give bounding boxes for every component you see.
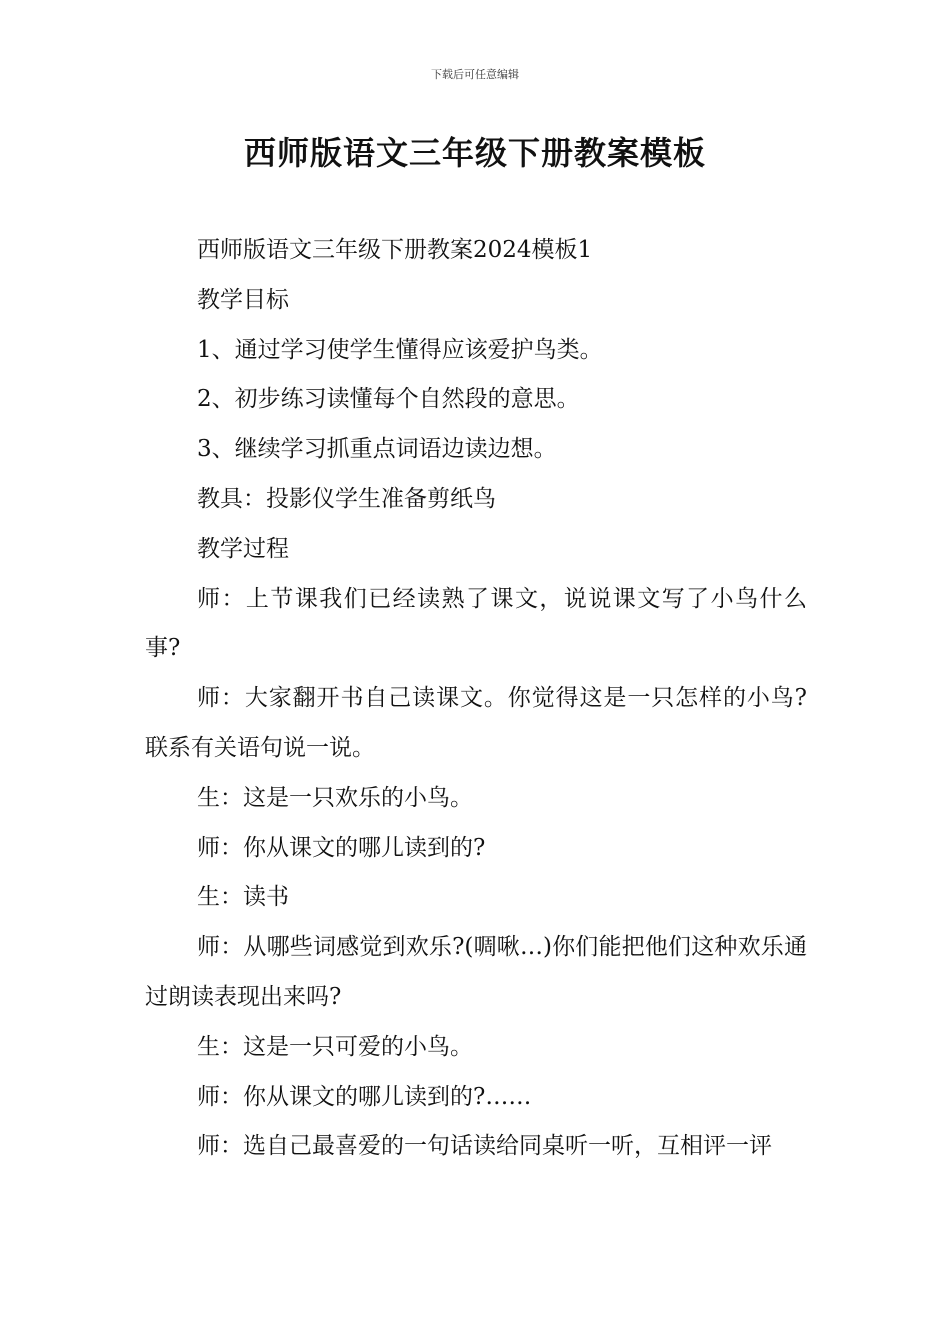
paragraph-section-process: 教学过程 <box>197 535 289 562</box>
paragraph-dialogue: 师：你从课文的哪儿读到的? <box>197 834 486 861</box>
paragraph-dialogue: 师：大家翻开书自己读课文。你觉得这是一只怎样的小鸟?联系有关语句说一说。 <box>145 685 807 761</box>
document-title: 西师版语文三年级下册教案模板 <box>243 134 706 172</box>
paragraph-goal-2: 2、初步练习读懂每个自然段的意思。 <box>197 386 580 413</box>
paragraph-goal-1: 1、通过学习使学生懂得应该爱护鸟类。 <box>197 336 603 363</box>
document-body <box>145 226 807 1172</box>
paragraph-dialogue: 师：上节课我们已经读熟了课文，说说课文写了小鸟什么事? <box>145 585 807 662</box>
paragraph-heading: 西师版语文三年级下册教案2024模板1 <box>197 237 593 263</box>
paragraph-dialogue: 生：读书 <box>197 884 289 911</box>
paragraph-dialogue: 师：从哪些词感觉到欢乐?(啁啾…)你们能把他们这种欢乐通过朗读表现出来吗? <box>145 934 807 1010</box>
paragraph-teaching-aids: 教具：投影仪学生准备剪纸鸟 <box>197 485 496 512</box>
header-note: 下载后可任意编辑 <box>431 68 519 81</box>
paragraph-goal-3: 3、继续学习抓重点词语边读边想。 <box>197 436 557 463</box>
paragraph-dialogue: 师：你从课文的哪儿读到的?…… <box>197 1083 532 1110</box>
paragraph-dialogue: 师：选自己最喜爱的一句话读给同桌听一听，互相评一评 <box>197 1133 772 1160</box>
paragraph-dialogue: 生：这是一只欢乐的小鸟。 <box>197 784 473 811</box>
paragraph-dialogue: 生：这是一只可爱的小鸟。 <box>197 1033 473 1060</box>
paragraph-section-goals: 教学目标 <box>197 286 289 313</box>
